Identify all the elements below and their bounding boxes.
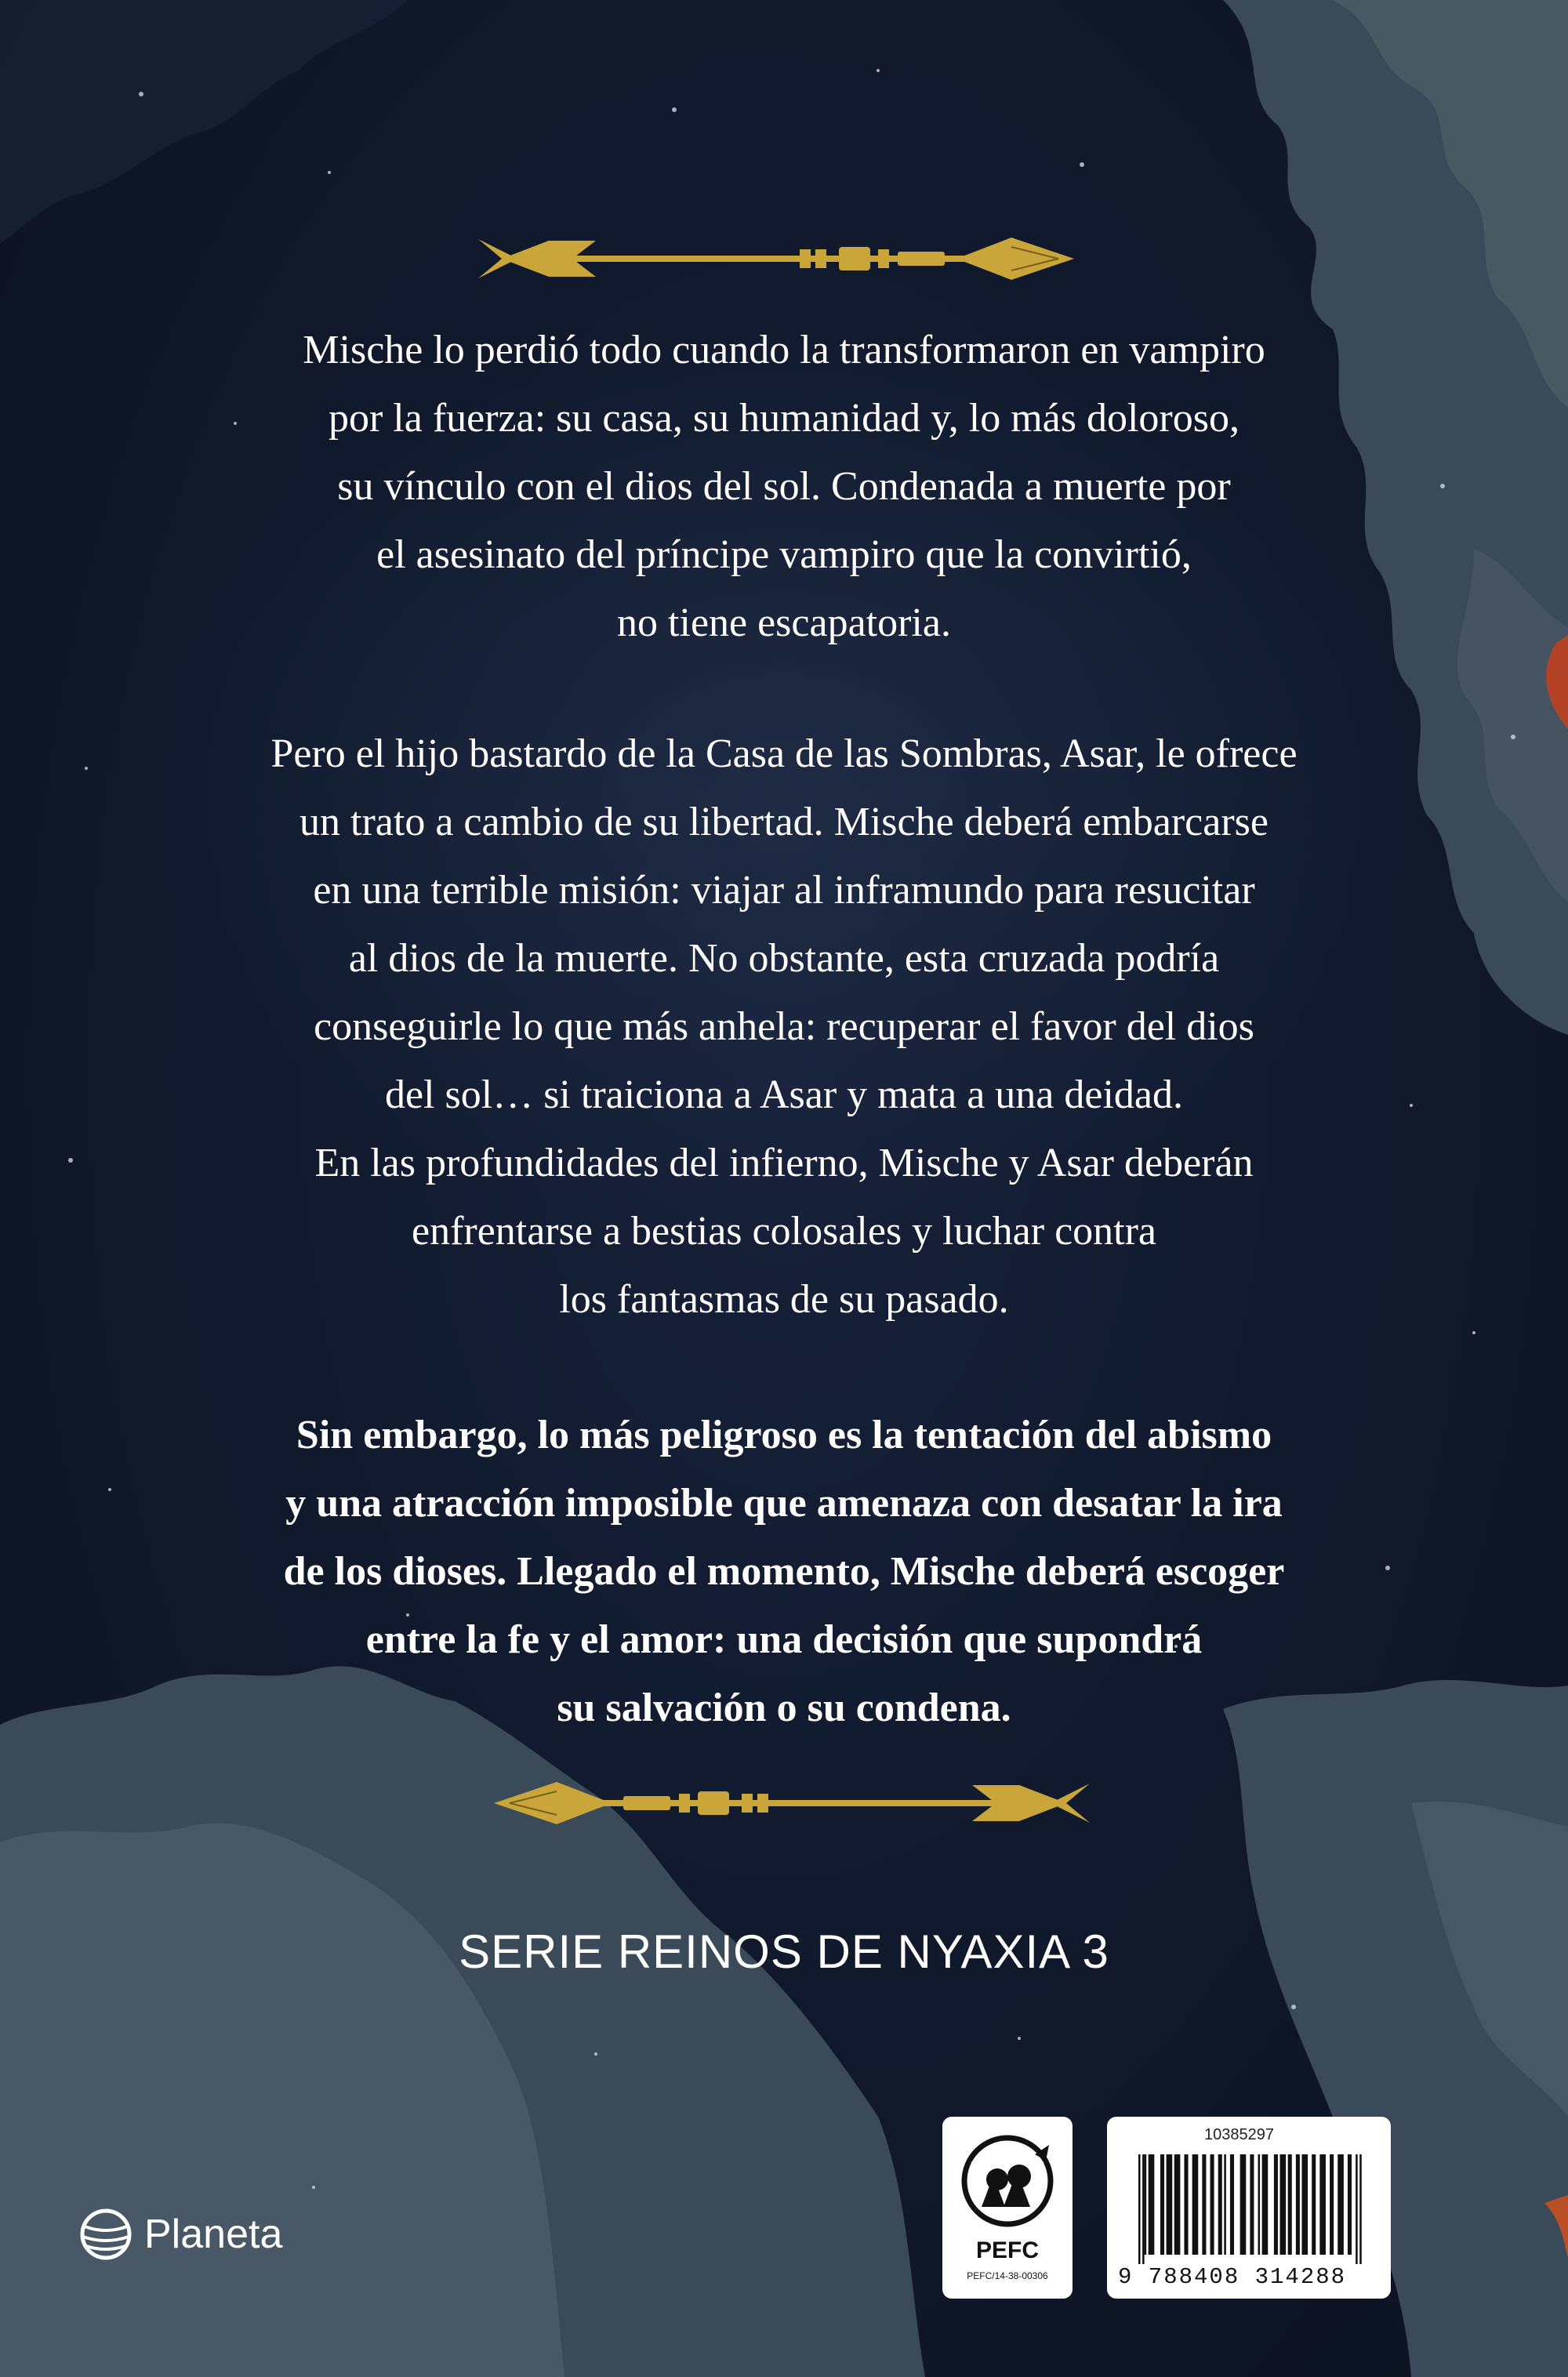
barcode-bar <box>1218 2154 1222 2255</box>
barcode-bar <box>1301 2154 1308 2255</box>
barcode-bar <box>1356 2154 1358 2264</box>
barcode-bar <box>1348 2154 1352 2255</box>
barcode-bar <box>1262 2154 1269 2255</box>
barcode-bar <box>1210 2154 1214 2255</box>
barcode-bar <box>1338 2154 1344 2255</box>
barcode-bar <box>1288 2154 1292 2255</box>
barcode-bar <box>1319 2154 1326 2255</box>
planeta-globe-icon <box>78 2207 133 2262</box>
barcode-bar <box>1224 2154 1226 2255</box>
pefc-label: PEFC <box>975 2237 1039 2263</box>
barcode-bar <box>1359 2154 1362 2264</box>
isbn-barcode <box>1107 2117 1391 2299</box>
pefc-trees-icon <box>942 2117 1073 2234</box>
blurb-paragraph-2: Pero el hijo bastardo de la Casa de las Sombras, Asar, le ofrece un trato a cambio de su libertad. Mische deberá embarcarse en una terrible misión: viajar al inframundo para resucitar al dios de la muerte. No obstante, esta cruzada podría conseguirle lo que más anhela: recuperar el favor del dios del sol… si traiciona a Asar y mata a una deidad. En las profundidades del infierno, Mische y Asar deberán enfrentarse a bestias colosales y luchar contra los fantasmas de su pasado. <box>270 731 1298 1322</box>
barcode-bar <box>1258 2154 1261 2255</box>
pefc-code: PEFC/14-38-00306 <box>967 2270 1048 2281</box>
isbn-number: 9 788408 314288 <box>1118 2264 1347 2290</box>
barcode-bar <box>1312 2154 1316 2255</box>
series-title: SERIE REINOS DE NYAXIA 3 <box>459 1925 1109 1978</box>
barcode-bar <box>1160 2154 1164 2255</box>
barcode-bar <box>1230 2154 1234 2255</box>
barcode-bar <box>1145 2154 1147 2255</box>
blurb-paragraph-3-bold: Sin embargo, lo más peligroso es la tentación del abismo y una atracción imposible que amenaza con desatar la ira de los dioses. Llegado el momento, Mische deberá escoger entre la fe y el amor: una decisión que supondrá su salvación o su condena. <box>283 1413 1285 1730</box>
blurb-paragraph-1: Mische lo perdió todo cuando la transformaron en vampiro por la fuerza: su casa, su humanidad y, lo más doloroso, su vínculo con el dios del sol. Condenada a muerte por el asesinato del príncipe vampiro que la convirtió, no tiene escapatoria. <box>303 328 1265 645</box>
barcode-bar <box>1192 2154 1199 2255</box>
publisher-logo <box>78 2203 282 2266</box>
barcode-bar <box>1274 2154 1278 2255</box>
barcode-bar <box>1142 2154 1145 2264</box>
barcode-bar <box>1138 2154 1141 2264</box>
barcode-bar <box>1240 2154 1247 2255</box>
barcode-bar <box>1174 2154 1181 2255</box>
barcode-bar <box>1280 2154 1287 2255</box>
barcode-bar <box>1149 2154 1155 2255</box>
barcode-bar <box>1184 2154 1188 2255</box>
publisher-name: Planeta <box>144 2212 283 2257</box>
book-code: 10385297 <box>1204 2126 1274 2143</box>
pefc-certification <box>942 2117 1073 2299</box>
barcode-bar <box>1202 2154 1206 2255</box>
barcode-bar <box>1330 2154 1334 2255</box>
arrow-divider-top <box>470 223 1098 294</box>
arrow-divider-bottom <box>470 1768 1098 1838</box>
barcode-bar <box>1167 2154 1173 2255</box>
barcode-bar <box>1296 2154 1300 2255</box>
barcode-bar <box>1250 2154 1254 2255</box>
barcode-bars <box>1138 2154 1374 2264</box>
